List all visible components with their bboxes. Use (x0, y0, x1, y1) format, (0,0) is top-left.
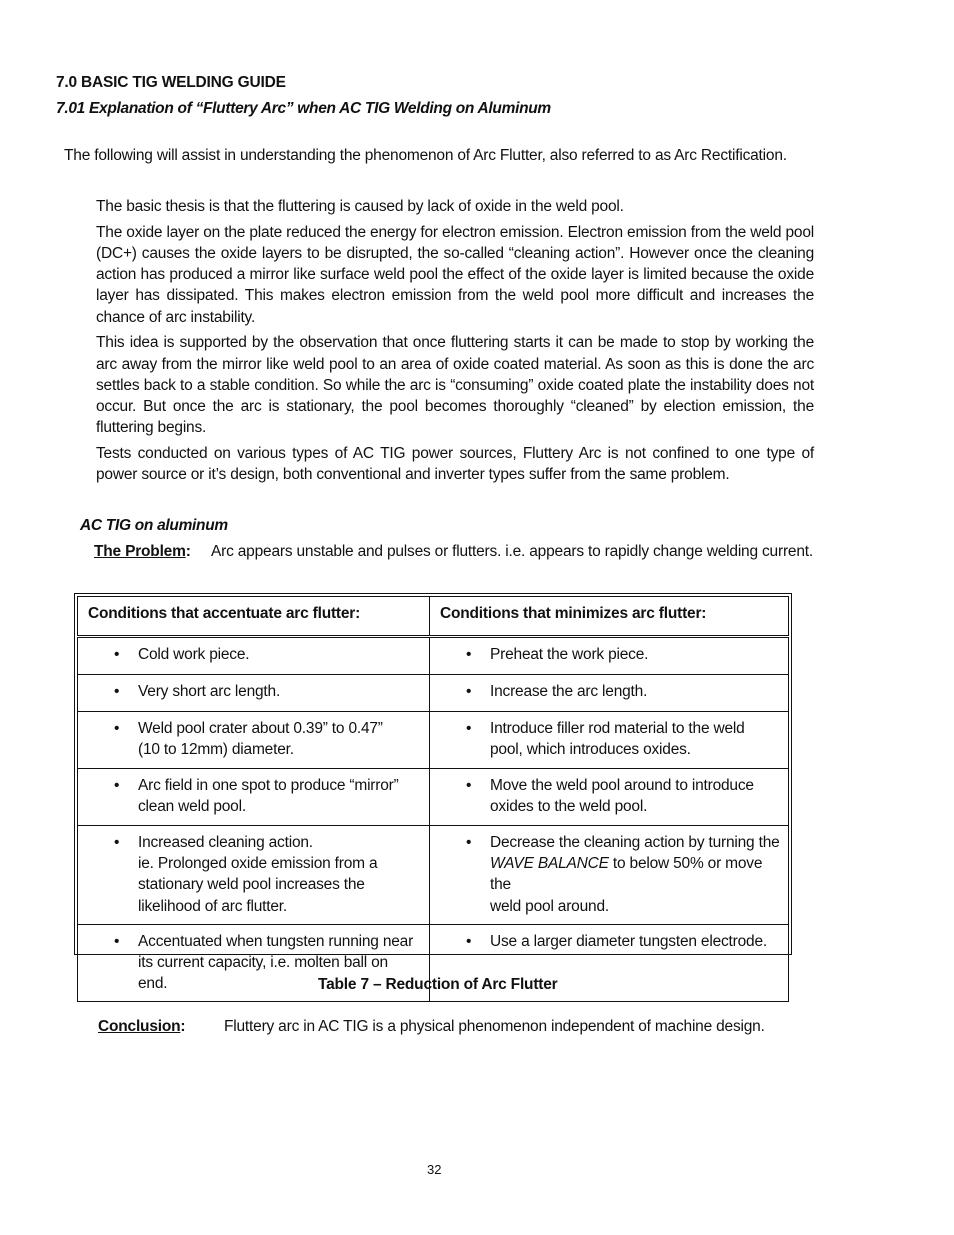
table-cell-left (78, 769, 430, 826)
bullet-icon: • (114, 646, 120, 663)
conclusion-colon: : (180, 1018, 186, 1035)
table-row (78, 712, 789, 769)
cell-text (464, 832, 780, 917)
table-cell-left (78, 675, 430, 712)
bullet-icon: • (114, 683, 120, 700)
cell-text: Preheat the work piece. (490, 646, 649, 663)
paragraph: The basic thesis is that the fluttering is caused by lack of oxide in the weld pool. (96, 198, 624, 215)
table-header-accentuate: Conditions that accentuate arc flutter: (78, 597, 430, 637)
table-header-minimize: Conditions that minimizes arc flutter: (430, 597, 789, 637)
body-paragraphs (96, 196, 814, 490)
table-row (78, 637, 789, 675)
table-row (78, 826, 789, 925)
problem-label: The Problem (94, 543, 186, 560)
conclusion-text: Fluttery arc in AC TIG is a physical phenomenon independent of machine design. (224, 1018, 765, 1035)
table-row (78, 675, 789, 712)
section-title: AC TIG on aluminum (80, 517, 228, 534)
cell-text: Weld pool crater about 0.39” to 0.47” (10 to 12mm) diameter. (138, 720, 383, 759)
paragraph: This idea is supported by the observation that once fluttering starts it can be made to stop by working the arc away from the mirror like weld pool to an area of oxide coated material. As soon as this is done the arc settles back to a stable condition. So while the arc is “consuming” oxide coated plate the instability does not occur. But once the arc is stationary, the pool becomes thoroughly “cleaned” by election emission, the fluttering begins. (96, 334, 814, 437)
cell-text: Move the weld pool around to introduce oxides to the weld pool. (490, 777, 754, 816)
cell-text: Very short arc length. (138, 683, 281, 700)
wave-balance-term: WAVE BALANCE (490, 855, 609, 873)
page-number: 32 (427, 1162, 442, 1177)
conclusion-statement (98, 1018, 765, 1036)
bullet-icon: • (466, 933, 472, 950)
intro-text: The following will assist in understanding the phenomenon of Arc Flutter, also referred to as Arc Rectification. (64, 147, 787, 164)
table-cell-left (78, 826, 430, 925)
bullet-icon: • (114, 720, 120, 737)
section-heading: 7.0 BASIC TIG WELDING GUIDE (56, 74, 286, 91)
table-cell-right (430, 769, 789, 826)
cell-text: Arc field in one spot to produce “mirror” clean weld pool. (138, 777, 399, 816)
bullet-icon: • (466, 834, 472, 851)
table-cell-right (430, 637, 789, 675)
table-cell-left (78, 712, 430, 769)
cell-text: Introduce filler rod material to the weld pool, which introduces oxides. (490, 720, 745, 759)
paragraph: Tests conducted on various types of AC TIG power sources, Fluttery Arc is not confined to one type of power source or it’s design, both conventional and inverter types suffer from the same problem. (96, 445, 814, 484)
bullet-icon: • (466, 683, 472, 700)
problem-statement (94, 543, 813, 561)
subsection-heading: 7.01 Explanation of “Fluttery Arc” when AC TIG Welding on Aluminum (56, 100, 551, 117)
table-cell-left (78, 637, 430, 675)
bullet-icon: • (466, 720, 472, 737)
cell-text: Use a larger diameter tungsten electrode. (490, 933, 767, 950)
table-cell-right (430, 826, 789, 925)
table-cell-right (430, 675, 789, 712)
bullet-icon: • (466, 777, 472, 794)
cell-text-part: Decrease the cleaning action by turning the (490, 834, 780, 851)
bullet-icon: • (466, 646, 472, 663)
table-row (78, 769, 789, 826)
conclusion-label: Conclusion (98, 1018, 181, 1035)
problem-text: Arc appears unstable and pulses or flutters. i.e. appears to rapidly change welding current. (211, 543, 813, 560)
cell-text: Cold work piece. (138, 646, 250, 663)
cell-text-part: to below 50% or move the weld pool around. (490, 855, 763, 915)
table-cell-right (430, 712, 789, 769)
bullet-icon: • (114, 834, 120, 851)
bullet-icon: • (114, 933, 120, 950)
cell-text: Increased cleaning action. ie. Prolonged oxide emission from a stationary weld pool increases the likelihood of arc flutter. (138, 834, 378, 915)
cell-text: Accentuated when tungsten running near its current capacity, i.e. molten ball on end. (138, 933, 414, 993)
problem-colon: : (185, 543, 191, 560)
cell-text: Increase the arc length. (490, 683, 648, 700)
bullet-icon: • (114, 777, 120, 794)
paragraph: The oxide layer on the plate reduced the energy for electron emission. Electron emission from the weld pool (DC+) causes the oxide layers to be disrupted, the so-called “cleaning action”. However once the cleaning action has produced a mirror like surface weld pool the effect of the oxide layer is limited because the oxide layer has dissipated. This makes electron emission from the weld pool more difficult and increases the chance of arc instability. (96, 223, 814, 326)
table-caption: Table 7 – Reduction of Arc Flutter (318, 976, 558, 993)
